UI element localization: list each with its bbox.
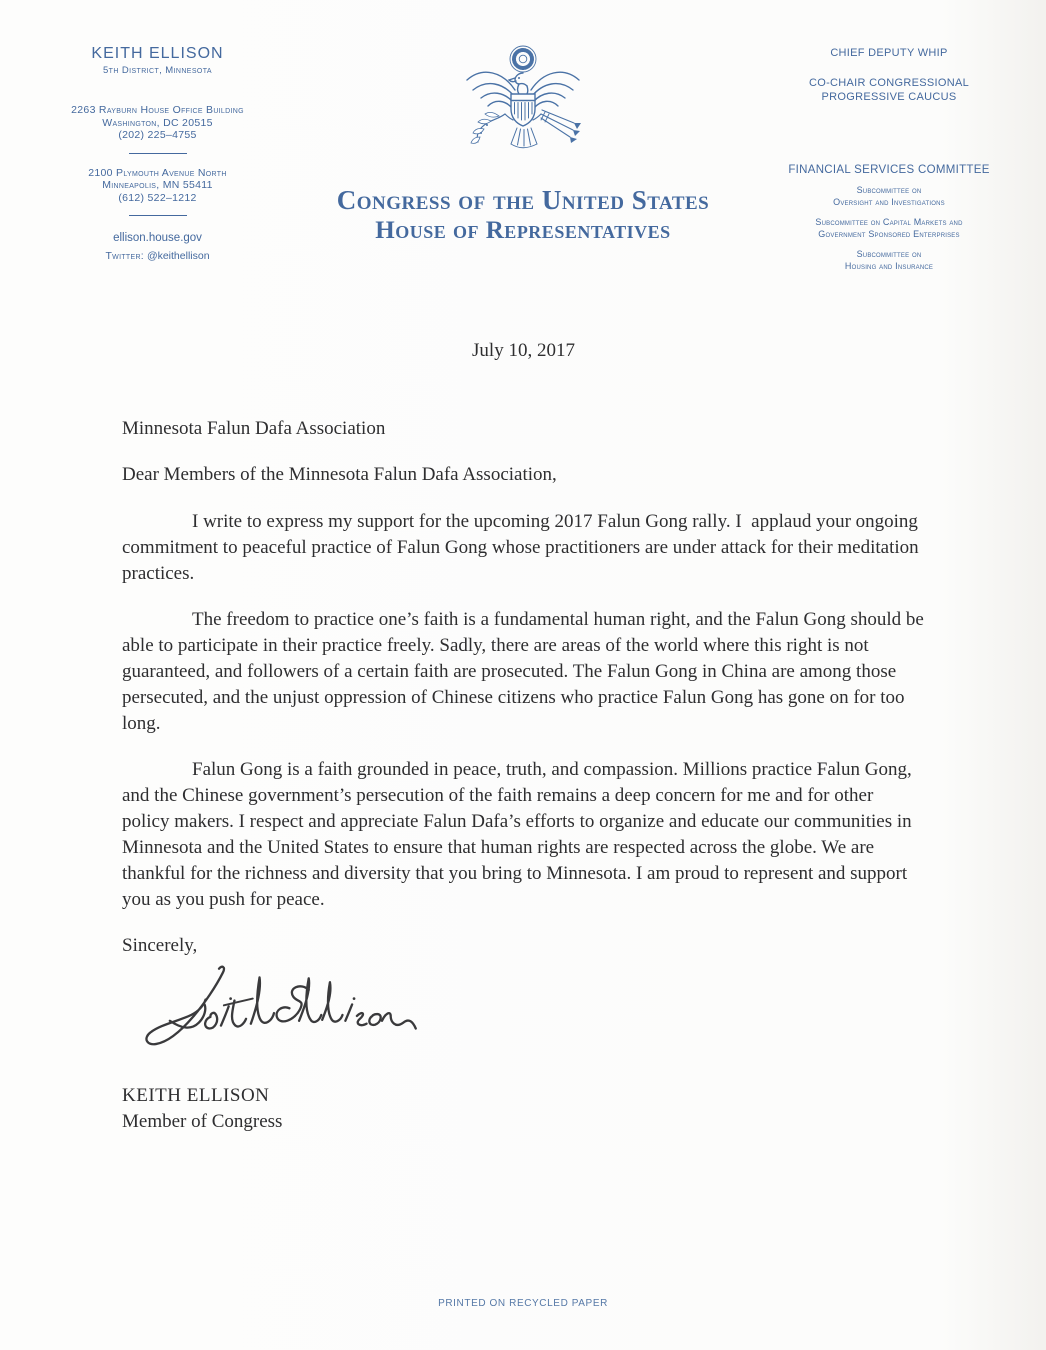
address-line: (202) 225–4755 [118,129,197,141]
signer-title: Member of Congress [122,1111,283,1132]
letter-body [122,338,929,1135]
website-text: ellison.house.gov [113,232,202,244]
closing-line: Sincerely, [122,935,198,956]
subcommittee-line: Subcommittee on [856,249,922,259]
role-progressive-caucus [743,76,1035,104]
address-line: Minneapolis, MN 55411 [102,179,213,191]
subcommittee-line: Oversight and Investigations [833,196,945,207]
member-name: KEITH ELLISON [91,45,224,62]
subcommittee [743,217,1035,240]
paragraph: Falun Gong is a faith grounded in peace, truth, and compassion. Millions practice Falun Gong, and the Chinese government’s persecution of the faith remains a deep concern for me and for other policy makers. I respect and appreciate Falun Dafa’s efforts to organize and educate our communities in Minnesota and the United States to ensure that human rights are respected across the globe. We are thankful for the richness and diversity that you bring to Minnesota. I am proud to represent and support you as you push for peace. [122,759,917,910]
address-line: Washington, DC 20515 [102,116,213,129]
subcommittee-line: Subcommittee on [856,185,922,195]
congress-title-line2: House of Representatives [375,217,671,244]
role-line: PROGRESSIVE CAUCUS [821,91,957,103]
signer-name: KEITH ELLISON [122,1085,270,1106]
twitter-line [30,250,285,262]
salutation-line: Dear Members of the Minnesota Falun Dafa Association, [122,464,557,485]
great-seal-icon [461,44,585,156]
address-line: 2100 Plymouth Avenue North [88,166,227,179]
role-line: CO-CHAIR CONGRESSIONAL [808,77,969,89]
subcommittee-line: Housing and Insurance [844,260,934,271]
address-line: (612) 522–1212 [118,191,197,204]
address-line: 2263 Rayburn House Office Building [71,104,244,116]
member-district: 5th District, Minnesota [103,65,212,76]
recycled-paper-note: PRINTED ON RECYCLED PAPER [438,1298,608,1309]
subcommittee [743,249,1035,272]
paragraph: The freedom to practice one’s faith is a fundamental human right, and the Falun Gong should be able to participate in their practice freely. Sadly, there are areas of the world where this right is not guaranteed, and followers of a certain faith are prosecuted. The Falun Gong in China are among those persecuted, and the unjust oppression of Chinese citizens who practice Falun Gong has gone on for too long. [122,609,929,734]
letter-date: July 10, 2017 [472,340,575,361]
subcommittee-line: Government Sponsored Enterprises [818,228,960,239]
twitter-label: Twitter: [105,250,145,262]
letterhead-right-block [743,47,1035,272]
twitter-handle: @keithellison [146,250,210,262]
signature-image [124,961,424,1069]
committee-name: FINANCIAL SERVICES COMMITTEE [788,164,990,176]
recipient-line: Minnesota Falun Dafa Association [122,418,386,439]
subcommittee-line: Subcommittee on Capital Markets and [815,217,963,227]
congress-title-line1: Congress of the United States [336,185,710,215]
paragraph: I write to express my support for the upcoming 2017 Falun Gong rally. I applaud your ongoing commitment to peaceful practice of Falun Gong whose practitioners are under attack for their meditation practices. [122,511,924,584]
subcommittee [743,185,1035,208]
role-chief-deputy-whip: CHIEF DEPUTY WHIP [830,47,948,59]
